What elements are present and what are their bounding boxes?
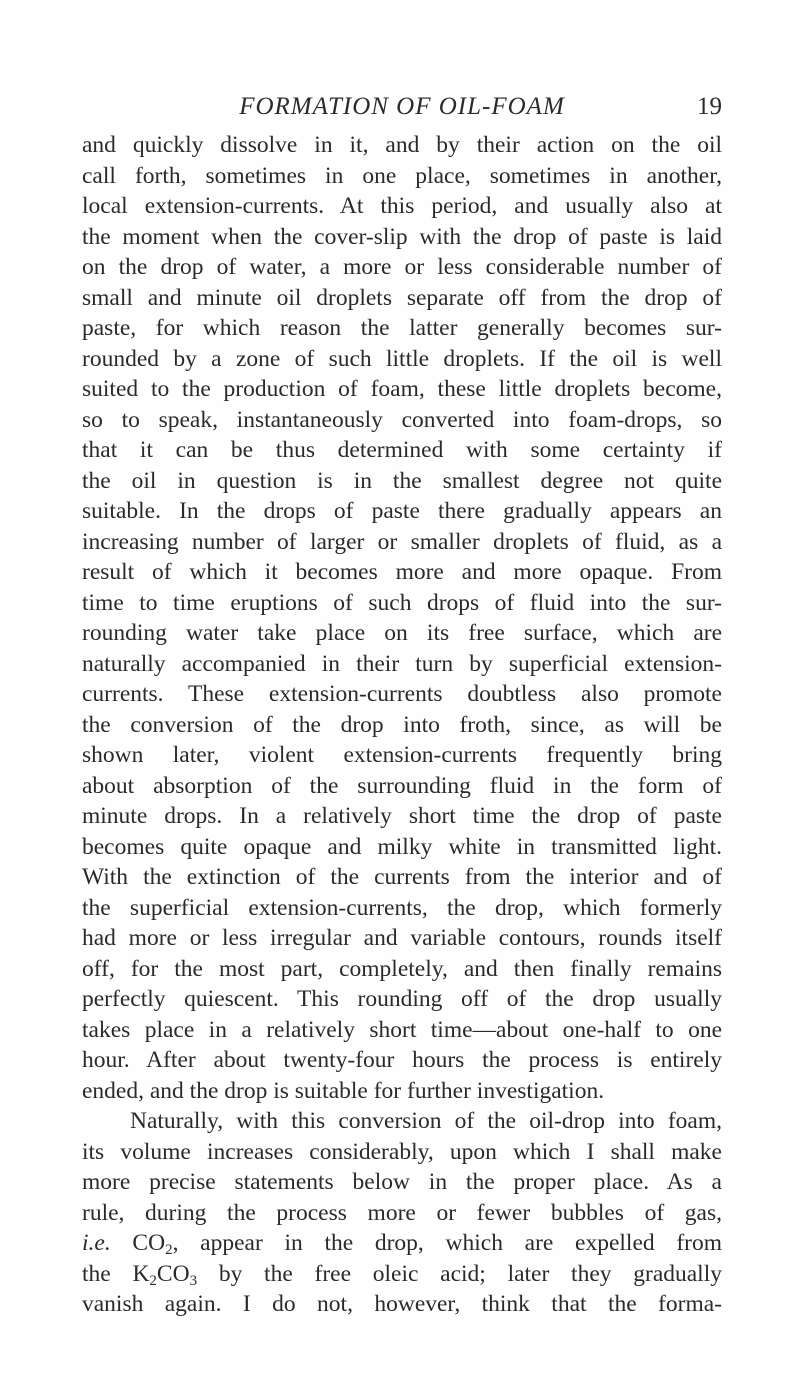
k-subscript: 2 bbox=[149, 1272, 157, 1289]
text-line: rule, during the process more or fewer bubbles of gas, bbox=[82, 1199, 722, 1226]
text-line: the moment when the cover-slip with the drop of paste is laid bbox=[82, 223, 722, 250]
text-line: perfectly quiescent. This rounding off of the drop usually bbox=[82, 986, 722, 1012]
text-line: currents. These extension-currents doubtless also promote bbox=[82, 681, 722, 707]
text-line: hour. After about twenty-four hours the process is entirely bbox=[82, 1047, 722, 1073]
ie-abbreviation: i.e. bbox=[82, 1230, 111, 1256]
page-header bbox=[82, 90, 722, 124]
text-line: the oil in question is in the smallest degree not quite bbox=[82, 467, 722, 494]
text-line: rounding water take place on its free surface, which are bbox=[82, 620, 722, 646]
formula-line-rest: , appear in the drop, which are expelled from bbox=[172, 1230, 723, 1256]
text-line: small and minute oil droplets separate off from the drop of bbox=[82, 284, 722, 311]
text-line: call forth, sometimes in one place, sometimes in another, bbox=[82, 162, 722, 189]
paragraph-end-line: ended, and the drop is suitable for further investigation. bbox=[82, 1077, 605, 1104]
text-line: its volume increases considerably, upon which I shall make bbox=[82, 1138, 722, 1165]
text-line: about absorption of the surrounding fluid in the form of bbox=[82, 772, 722, 799]
text-line: the superficial extension-currents, the drop, which formerly bbox=[82, 894, 722, 921]
text-line: had more or less irregular and variable contours, rounds itself bbox=[82, 925, 722, 951]
running-title: FORMATION OF OIL-FOAM bbox=[239, 93, 565, 120]
co3-subscript: 3 bbox=[189, 1272, 198, 1289]
text-line: so to speak, instantaneously converted into foam-drops, so bbox=[82, 406, 722, 433]
text-line: paste, for which reason the latter generally becomes sur- bbox=[82, 315, 722, 341]
text-line: increasing number of larger or smaller droplets of fluid, as a bbox=[82, 528, 722, 555]
text-line: that it can be thus determined with some certainty if bbox=[82, 437, 722, 463]
text-line: shown later, violent extension-currents frequently bring bbox=[82, 742, 722, 768]
k2co3-co: CO bbox=[156, 1260, 190, 1287]
text-line: minute drops. In a relatively short time the drop of paste bbox=[82, 803, 722, 829]
text-line: time to time eruptions of such drops of fluid into the sur- bbox=[82, 589, 722, 616]
text-line: suited to the production of foam, these little droplets become, bbox=[82, 376, 722, 402]
text-line: the conversion of the drop into froth, since, as will be bbox=[82, 711, 722, 738]
co2-subscript: 2 bbox=[165, 1242, 173, 1258]
text-line: becomes quite opaque and milky white in transmitted light. bbox=[82, 833, 722, 860]
text-line: more precise statements below in the proper place. As a bbox=[82, 1169, 722, 1195]
page-number: 19 bbox=[697, 93, 722, 120]
k2co3-lead: the K bbox=[82, 1260, 150, 1287]
text-line: local extension-currents. At this period, and usually also at bbox=[82, 193, 722, 219]
text-line: off, for the most part, completely, and then finally remains bbox=[82, 955, 722, 982]
formula-line-rest: by the free oleic acid; later they gradually bbox=[197, 1260, 722, 1287]
text-line: takes place in a relatively short time—about one-half to one bbox=[82, 1016, 722, 1043]
formula-line-k2co3 bbox=[82, 1259, 722, 1290]
body-text bbox=[82, 130, 722, 1320]
paragraph-start-line: Naturally, with this conversion of the oil-drop into foam, bbox=[130, 1108, 722, 1134]
text-line: With the extinction of the currents from the interior and of bbox=[82, 864, 722, 890]
text-line: vanish again. I do not, however, think that the forma- bbox=[82, 1291, 722, 1317]
text-line: naturally accompanied in their turn by superficial extension- bbox=[82, 650, 722, 677]
co2-formula: CO bbox=[110, 1230, 166, 1256]
text-line: on the drop of water, a more or less considerable number of bbox=[82, 254, 722, 280]
text-line: suitable. In the drops of paste there gradually appears an bbox=[82, 498, 722, 524]
text-line: result of which it becomes more and more opaque. From bbox=[82, 559, 722, 585]
text-line: rounded by a zone of such little droplets. If the oil is well bbox=[82, 345, 722, 372]
formula-line-co2 bbox=[82, 1228, 722, 1259]
text-line: and quickly dissolve in it, and by their action on the oil bbox=[82, 132, 722, 158]
